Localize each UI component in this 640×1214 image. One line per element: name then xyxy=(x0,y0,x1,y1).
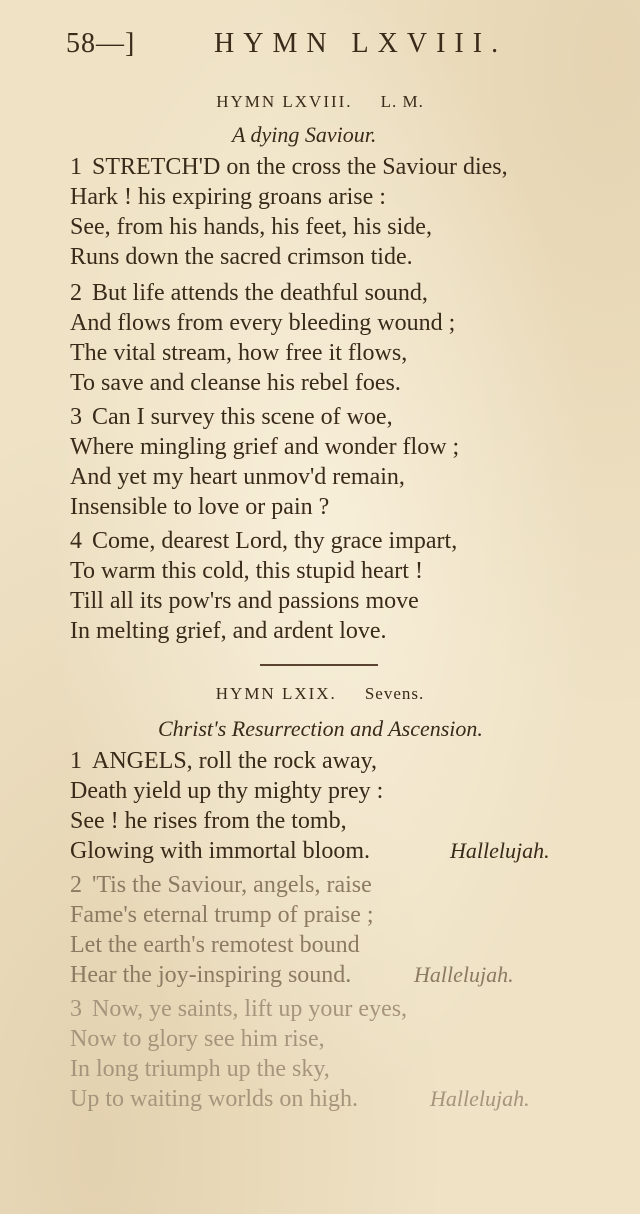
verse-line xyxy=(70,746,630,776)
verse-line xyxy=(70,242,630,272)
verse-text: In long triumph up the sky, xyxy=(70,1056,330,1082)
verse-text: Up to waiting worlds on high. xyxy=(70,1086,358,1112)
refrain-hallelujah: Hallelujah. xyxy=(450,838,550,863)
hymn-68-stanza-4 xyxy=(70,526,630,646)
verse-text: ANGELS, roll the rock away, xyxy=(92,748,378,774)
verse-text: And yet my heart unmov'd remain, xyxy=(70,464,405,490)
refrain-hallelujah: Hallelujah. xyxy=(430,1086,530,1111)
stanza-number: 3 xyxy=(70,996,82,1022)
verse-text: 'Tis the Saviour, angels, raise xyxy=(92,872,372,898)
verse-text: Where mingling grief and wonder flow ; xyxy=(70,434,460,460)
hymn-68-stanza-2 xyxy=(70,278,630,398)
stanza-number: 3 xyxy=(70,404,82,430)
verse-line xyxy=(70,930,630,960)
verse-text: But life attends the deathful sound, xyxy=(92,280,428,306)
verse-line xyxy=(70,836,630,866)
verse-line xyxy=(70,870,630,900)
hymn-68-meter: L. M. xyxy=(380,92,424,111)
page-number: 58—] xyxy=(66,28,136,59)
verse-text: Till all its pow'rs and passions move xyxy=(70,588,419,614)
verse-text: Fame's eternal trump of praise ; xyxy=(70,902,374,928)
verse-line xyxy=(70,776,630,806)
verse-line xyxy=(70,182,630,212)
verse-line xyxy=(70,526,630,556)
hymn-69-stanza-2 xyxy=(70,870,630,990)
hymn-68-heading xyxy=(0,92,640,112)
verse-line xyxy=(70,1024,630,1054)
stanza-number: 1 xyxy=(70,154,82,180)
verse-line xyxy=(70,212,630,242)
verse-text: The vital stream, how free it flows, xyxy=(70,340,408,366)
stanza-number: 1 xyxy=(70,748,82,774)
hymn-69-stanza-3 xyxy=(70,994,630,1114)
verse-text: Insensible to love or pain ? xyxy=(70,494,330,520)
verse-text: See ! he rises from the tomb, xyxy=(70,808,347,834)
verse-text: Death yield up thy mighty prey : xyxy=(70,778,384,804)
verse-line xyxy=(70,1054,630,1084)
refrain-hallelujah: Hallelujah. xyxy=(414,962,514,987)
verse-line xyxy=(70,368,630,398)
hymn-69-heading xyxy=(0,684,640,704)
verse-line xyxy=(70,278,630,308)
verse-text: Now to glory see him rise, xyxy=(70,1026,325,1052)
verse-line xyxy=(70,616,630,646)
hymn-69-stanza-1 xyxy=(70,746,630,866)
verse-text: See, from his hands, his feet, his side, xyxy=(70,214,432,240)
verse-line xyxy=(70,462,630,492)
section-divider xyxy=(260,664,378,666)
hymn-68-stanza-3 xyxy=(70,402,630,522)
verse-line xyxy=(70,994,630,1024)
hymn-68-subtitle: A dying Saviour. xyxy=(232,122,377,147)
verse-line xyxy=(70,152,630,182)
verse-line xyxy=(70,586,630,616)
verse-text: Glowing with immortal bloom. xyxy=(70,838,370,864)
verse-line xyxy=(70,900,630,930)
running-title: HYMN LXVIII. xyxy=(214,28,508,59)
verse-line xyxy=(70,806,630,836)
hymn-69-title: HYMN LXIX. xyxy=(215,684,337,703)
verse-text: To warm this cold, this stupid heart ! xyxy=(70,558,423,584)
verse-line xyxy=(70,338,630,368)
verse-text: Can I survey this scene of woe, xyxy=(92,404,393,430)
stanza-number: 4 xyxy=(70,528,82,554)
verse-line xyxy=(70,432,630,462)
hymn-68-title: HYMN LXVIII. xyxy=(216,92,353,111)
hymn-69-subtitle: Christ's Resurrection and Ascension. xyxy=(158,716,483,741)
running-head xyxy=(66,28,626,68)
verse-line xyxy=(70,492,630,522)
verse-text: Runs down the sacred crimson tide. xyxy=(70,244,413,270)
verse-line xyxy=(70,402,630,432)
verse-text: And flows from every bleeding wound ; xyxy=(70,310,456,336)
verse-text: Let the earth's remotest bound xyxy=(70,932,360,958)
verse-line xyxy=(70,1084,630,1114)
verse-line xyxy=(70,556,630,586)
verse-text: To save and cleanse his rebel foes. xyxy=(70,370,401,396)
verse-text: Now, ye saints, lift up your eyes, xyxy=(92,996,408,1022)
verse-text: Hear the joy-inspiring sound. xyxy=(70,962,352,988)
stanza-number: 2 xyxy=(70,872,82,898)
verse-line xyxy=(70,308,630,338)
hymn-69-meter: Sevens. xyxy=(364,684,425,703)
hymn-68-stanza-1 xyxy=(70,152,630,272)
verse-text: Come, dearest Lord, thy grace impart, xyxy=(92,528,458,554)
verse-line xyxy=(70,960,630,990)
verse-text: Hark ! his expiring groans arise : xyxy=(70,184,386,210)
verse-text: STRETCH'D on the cross the Saviour dies, xyxy=(92,154,508,180)
stanza-number: 2 xyxy=(70,280,82,306)
verse-text: In melting grief, and ardent love. xyxy=(70,618,387,644)
